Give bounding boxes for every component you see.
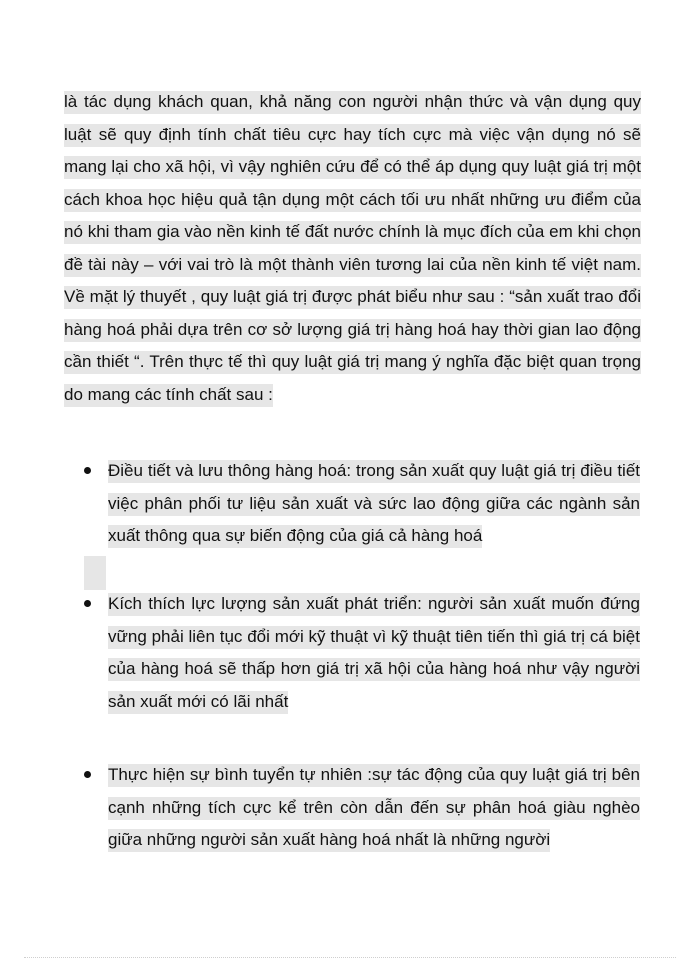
bullet-item-1 [84, 455, 641, 553]
bullet-icon [84, 771, 91, 778]
page-bottom-divider [24, 957, 676, 958]
bullet-icon [84, 600, 91, 607]
bullet-icon [84, 467, 91, 474]
bullet-text-2: Kích thích lực lượng sản xuất phát triển: người sản xuất muốn đứng vững phải liên tục đổi mới kỹ thuật vì kỹ thuật tiên tiến thì giá trị cá biệt của hàng hoá sẽ thấp hơn giá trị xã hội của hàng hoá như vậy người sản xuất mới có lãi nhất [108, 588, 640, 718]
intro-paragraph [64, 86, 641, 411]
intro-paragraph-text: là tác dụng khách quan, khả năng con người nhận thức và vận dụng quy luật sẽ quy định tính chất tiêu cực hay tích cực mà việc vận dụng nó sẽ mang lại cho xã hội, vì vậy nghiên cứu để có thể áp dụng quy luật giá trị một cách khoa học hiệu quả tận dụng một cách tối ưu nhất những ưu điểm của nó khi tham gia vào nền kinh tế đất nước chính là mục đích của em khi chọn đề tài này – với vai trò là một thành viên tương lai của nền kinh tế việt nam. Về mặt lý thuyết , quy luật giá trị được phát biểu như sau : “sản xuất trao đổi hàng hoá phải dựa trên cơ sở lượng giá trị hàng hoá hay thời gian lao động cần thiết “. Trên thực tế thì quy luật giá trị mang ý nghĩa đặc biệt quan trọng do mang các tính chất sau : [64, 91, 641, 407]
bullet-item-3 [84, 759, 641, 857]
highlight-gap [84, 556, 106, 590]
bullet-text-3: Thực hiện sự bình tuyển tự nhiên :sự tác động của quy luật giá trị bên cạnh những tích cực kể trên còn dẫn đến sự phân hoá giàu nghèo giữa những người sản xuất hàng hoá nhất là những người [108, 759, 640, 857]
bullet-item-2 [84, 588, 641, 718]
bullet-text-1: Điều tiết và lưu thông hàng hoá: trong sản xuất quy luật giá trị điều tiết việc phân phối tư liệu sản xuất và sức lao động giữa các ngành sản xuất thông qua sự biến động của giá cả hàng hoá [108, 455, 640, 553]
